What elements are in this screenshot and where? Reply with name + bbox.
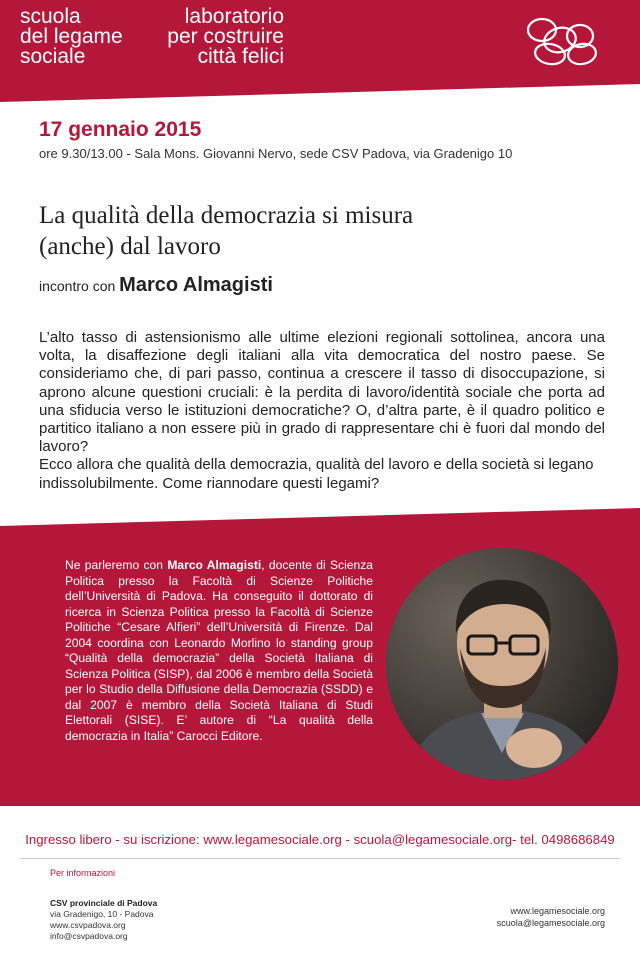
csv-website-link[interactable]: www.csvpadova.org xyxy=(50,920,126,930)
csv-email-link[interactable]: info@csvpadova.org xyxy=(50,931,128,941)
bio-speaker-name: Marco Almagisti xyxy=(167,558,262,572)
brand-laboratorio xyxy=(154,7,284,67)
speaker-bio xyxy=(65,558,373,744)
brand-scuola-del-legame-sociale xyxy=(20,7,123,67)
brand-left-line: scuola xyxy=(20,5,81,28)
event-details: ore 9.30/13.00 - Sala Mons. Giovanni Nervo, sede CSV Padova, via Gradenigo 10 xyxy=(39,146,513,161)
bio-body: , docente di Scienza Politica presso la Facoltà di Scienze Politiche dell’Università di Padova. Ha conseguito il dottorato di ricerca in Scienza Politica presso la Facoltà di Scienze Politiche “Cesare Alfieri” dell’Università di Firenze. Dal 2004 coordina con Leonardo Morlino lo standing group “Qualità della democrazia” della Società Italiana di Scienza Politica (SISP), dal 2006 è membro della Società per lo Studio della Diffusione della Democrazia (SSDD) e dal 2007 è membro della Società Italiana di Studi Elettorali (SISE). E’ autore di “La qualità della democrazia in Italia” Carocci Editore. xyxy=(65,558,373,743)
csv-address: via Gradenigo, 10 - Padova xyxy=(50,909,154,919)
brand-right-line: per costruire xyxy=(167,25,284,48)
speaker-name: Marco Almagisti xyxy=(119,274,273,296)
website-link[interactable]: www.legamesociale.org xyxy=(510,906,605,916)
bio-prefix: Ne parleremo con xyxy=(65,558,164,572)
talk-subtitle xyxy=(39,274,273,297)
email-link[interactable]: scuola@legamesociale.org xyxy=(496,917,605,928)
intro-text xyxy=(39,329,605,493)
talk-title-line: (anche) dal lavoro xyxy=(39,233,221,260)
legame-logo-icon xyxy=(520,10,608,72)
speaker-photo-icon xyxy=(386,548,618,780)
brand-right-line: laboratorio xyxy=(184,5,284,28)
talk-title-line: La qualità della democrazia si misura xyxy=(39,202,414,229)
csv-name: CSV provinciale di Padova xyxy=(50,898,158,908)
brand-left-line: del legame xyxy=(20,25,123,48)
brand-right-line: città felici xyxy=(197,45,284,68)
registration-info: Ingresso libero - su iscrizione: www.legamesociale.org - scuola@legamesociale.org- tel. 0498686849 xyxy=(25,832,615,847)
brand-left-line: sociale xyxy=(20,45,86,68)
subtitle-prefix: incontro con xyxy=(39,278,116,294)
header-slant xyxy=(0,84,640,104)
intro-paragraph: L’alto tasso di astensionismo alle ultime elezioni regionali sottolinea, ancora una volta, la disaffezione degli italiani alla vita democratica del nostro paese. Se consideriamo che, di pari passo, continua a crescere il tasso di disoccupazione, si aprono alcune questioni cruciali: è la perdita di lavoro/identità sociale che porta ad una sfiducia verso le istituzioni democratiche? O, d’altra parte, è il quadro politico e partitico italiano a non essere più in grado di rappresentare chi è fuori dal mondo del lavoro? xyxy=(39,329,605,456)
intro-paragraph: Ecco allora che qualità della democrazia, qualità del lavoro e della società si legano indissolubilmente. Come riannodare questi legami? xyxy=(39,456,594,492)
csv-contact-block xyxy=(50,898,157,942)
speaker-portrait xyxy=(386,548,618,780)
legame-contacts xyxy=(430,906,605,929)
footer-divider xyxy=(20,858,620,859)
info-label: Per informazioni xyxy=(50,868,116,878)
event-date: 17 gennaio 2015 xyxy=(39,118,202,141)
talk-title xyxy=(39,200,599,262)
